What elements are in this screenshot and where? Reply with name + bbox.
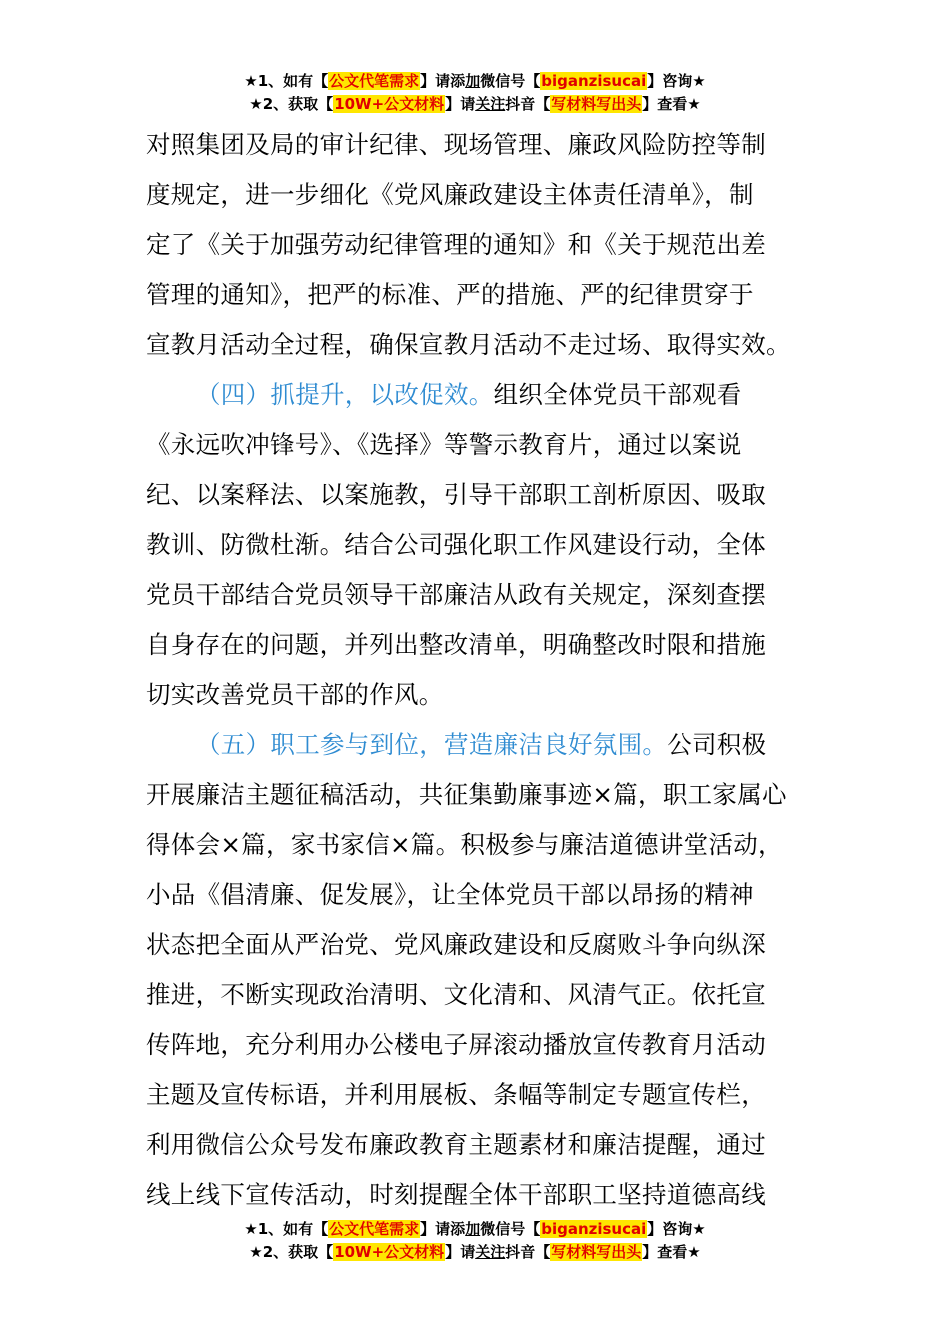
text-line: 定了《关于加强劳动纪律管理的通知》和《关于规范出差 (146, 230, 766, 259)
footer-banner (0, 1218, 950, 1264)
text-line: 线上线下宣传活动，时刻提醒全体干部职工坚持道德高线 (146, 1180, 766, 1209)
banner-text-underlined: 关注 (475, 1243, 506, 1261)
highlight-wechat-id: biganzisucai (541, 72, 647, 90)
text-line: 管理的通知》，把严的标准、严的措施、严的纪律贯穿于 (146, 280, 754, 309)
document-body (146, 120, 810, 1220)
banner-line-2 (0, 93, 950, 116)
section-heading: （四）抓提升，以改促效。 (196, 380, 494, 409)
text-line: 自身存在的问题，并列出整改清单，明确整改时限和措施 (146, 630, 766, 659)
banner-text: 】请 (445, 1243, 476, 1261)
text-line: 小品《倡清廉、促发展》，让全体党员干部以昂扬的精神 (146, 880, 754, 909)
text-line: 度规定，进一步细化《党风廉政建设主体责任清单》，制 (146, 180, 754, 209)
banner-text-underlined: 加 (465, 1220, 481, 1238)
banner-text: 】查看★ (642, 1243, 701, 1261)
text-line: 教训、防微杜渐。结合公司强化职工作风建设行动，全体 (146, 530, 766, 559)
highlight-materials: 10W+公文材料 (334, 1243, 445, 1261)
paragraph-continuation (146, 120, 810, 370)
text-line-first (146, 720, 810, 770)
text-line: 状态把全面从严治党、党风廉政建设和反腐败斗争向纵深 (146, 930, 766, 959)
text-line: 传阵地，充分利用办公楼电子屏滚动播放宣传教育月活动 (146, 1030, 766, 1059)
banner-text-underlined: 关注 (475, 95, 506, 113)
text-line: 纪、以案释法、以案施教，引导干部职工剖析原因、吸取 (146, 480, 766, 509)
text-line: 利用微信公众号发布廉政教育主题素材和廉洁提醒，通过 (146, 1130, 766, 1159)
banner-text: ★2、获取【 (249, 1243, 334, 1261)
banner-text: 】请添 (420, 1220, 466, 1238)
banner-text: 】查看★ (642, 95, 701, 113)
highlight-douyin: 写材料写出头 (551, 1243, 642, 1261)
text-line-first (146, 370, 810, 420)
banner-text: 微信号【 (480, 72, 541, 90)
paragraph-section-4 (146, 370, 810, 720)
text-line: 开展廉洁主题征稿活动，共征集勤廉事迹×篇，职工家属心 (146, 780, 787, 809)
banner-text: ★1、如有【 (244, 1220, 329, 1238)
banner-text: ★1、如有【 (244, 72, 329, 90)
highlight-service: 公文代笔需求 (329, 72, 420, 90)
text-line: 切实改善党员干部的作风。 (146, 680, 444, 709)
text-line: 推进，不断实现政治清明、文化清和、风清气正。依托宣 (146, 980, 766, 1009)
section-heading: （五）职工参与到位，营造廉洁良好氛围。 (196, 730, 668, 759)
text-line: 得体会×篇，家书家信×篇。积极参与廉洁道德讲堂活动， (146, 830, 783, 859)
banner-text: ★2、获取【 (249, 95, 334, 113)
highlight-wechat-id: biganzisucai (541, 1220, 647, 1238)
text-line: 主题及宣传标语，并利用展板、条幅等制定专题宣传栏， (146, 1080, 766, 1109)
banner-text: 抖音【 (505, 95, 551, 113)
banner-text: 】咨询★ (647, 72, 706, 90)
text-line: 对照集团及局的审计纪律、现场管理、廉政风险防控等制 (146, 130, 766, 159)
text-line: 《永远吹冲锋号》、《选择》等警示教育片，通过以案说 (146, 430, 742, 459)
highlight-service: 公文代笔需求 (329, 1220, 420, 1238)
banner-text: 抖音【 (505, 1243, 551, 1261)
banner-line-1 (0, 1218, 950, 1241)
text-run: 公司积极 (667, 730, 767, 759)
banner-text: 】请添 (420, 72, 466, 90)
banner-line-2 (0, 1241, 950, 1264)
text-line: 党员干部结合党员领导干部廉洁从政有关规定，深刻查摆 (146, 580, 766, 609)
banner-text: 】咨询★ (647, 1220, 706, 1238)
banner-text: 微信号【 (480, 1220, 541, 1238)
paragraph-section-5 (146, 720, 810, 1220)
text-run: 组织全体党员干部观看 (493, 380, 742, 409)
banner-line-1 (0, 70, 950, 93)
banner-text-underlined: 加 (465, 72, 481, 90)
header-banner (0, 70, 950, 116)
banner-text: 】请 (445, 95, 476, 113)
text-line: 宣教月活动全过程，确保宣教月活动不走过场、取得实效。 (146, 330, 791, 359)
highlight-materials: 10W+公文材料 (334, 95, 445, 113)
highlight-douyin: 写材料写出头 (551, 95, 642, 113)
